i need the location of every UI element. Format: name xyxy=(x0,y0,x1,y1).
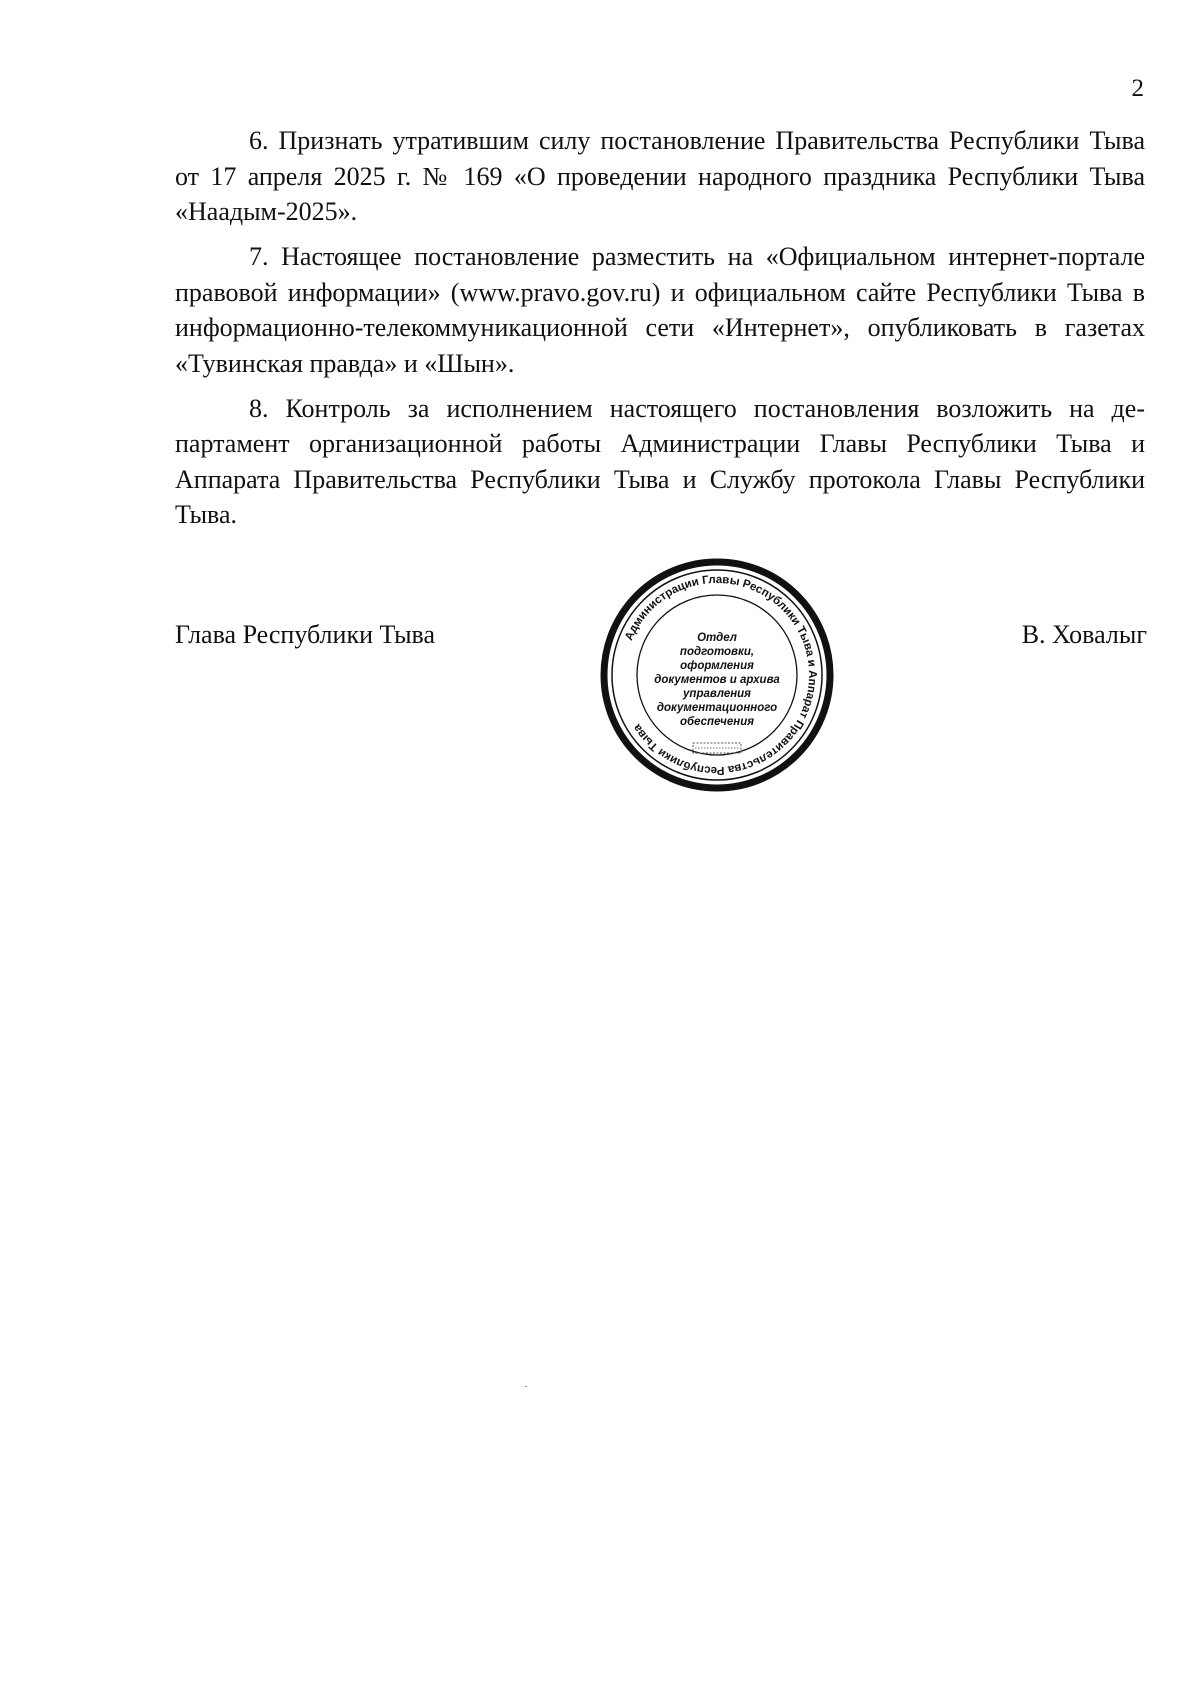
stamp-center-line: Отдел xyxy=(697,632,737,644)
paragraph-6: 6. Признать утратившим силу постановление Правительства Республики Тыва от 17 апреля 2025 г. № 169 «О проведении народного праздника Республики Тыва «Наадым-2025». xyxy=(175,126,1145,226)
document-body xyxy=(175,123,1145,542)
stamp-center-line: обеспечения xyxy=(679,716,755,728)
scan-speck xyxy=(525,1386,527,1387)
stamp-center-line: документов и архива xyxy=(654,674,780,686)
page-number: 2 xyxy=(1131,75,1144,102)
stamp-emblem-mark xyxy=(693,743,741,753)
official-stamp xyxy=(597,555,837,795)
stamp-center-line: управления xyxy=(683,688,751,700)
paragraph-7: 7. Настоящее постановление разместить на «Официальном интернет-портале правовой информации» (www.pravo.gov.ru) и официальном сайте Республики Тыва в информационно-телекоммуникационной сети «Интернет», опубликовать в газетах «Тувинская правда» и «Шын». xyxy=(175,242,1145,378)
stamp-center-line: подготовки, xyxy=(679,646,755,658)
paragraph-8: 8. Контроль за исполнением настоящего постановления возложить на департамент организационной работы Администрации Главы Республики Тыва и Аппарата Правительства Республики Тыва и Службу протокола Главы Республики Тыва. xyxy=(175,393,1145,529)
stamp-center-line: оформления xyxy=(680,660,754,672)
stamp-center-line: документационного xyxy=(656,702,778,714)
official-stamp-seal xyxy=(597,555,837,795)
signatory-position: Глава Республики Тыва xyxy=(175,620,436,649)
signatory-name: В. Ховалыг xyxy=(1021,620,1147,649)
stamp-ring-textpath: Администрации Главы Республики Тыва и Аппарат Правительства Республики Тыва xyxy=(623,573,819,777)
stamp-center xyxy=(654,632,780,728)
